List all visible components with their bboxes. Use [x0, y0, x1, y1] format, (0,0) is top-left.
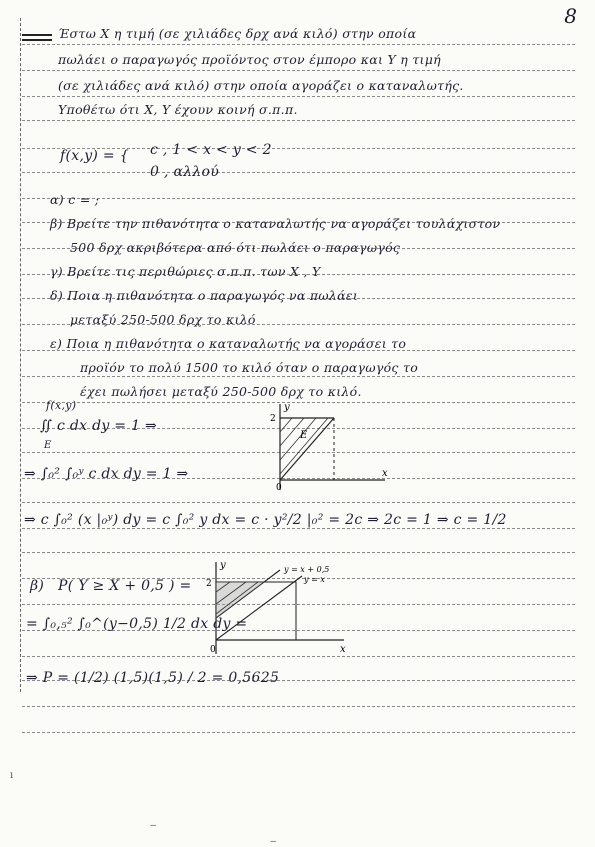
graph2-x-label: x [340, 644, 346, 655]
problem-intro-line-3: (σε χιλιάδες ανά κιλό) στην οποία αγοράζει ο καταναλωτής. [58, 78, 464, 93]
start-arrow-icon [22, 34, 52, 36]
graph2-line-2-label: y = x [304, 575, 325, 584]
solution-b-eq-3: ⇒ P = (1/2) (1,5)(1,5) / 2 = 0,5625 [26, 670, 280, 686]
solution-b-eq-1: P( Y ≥ X + 0,5 ) = [58, 578, 192, 594]
problem-intro-line-4: Υποθέτω ότι X, Y έχουν κοινή σ.π.π. [58, 102, 298, 117]
question-c: γ) Βρείτε τις περιθώριες σ.π.π. των X , Y [50, 264, 321, 279]
f-label: f(x,y) [46, 399, 77, 412]
diagonal-line [280, 418, 334, 480]
solution-b-label: β) [30, 578, 45, 594]
margin-mark: ‒ [150, 820, 157, 831]
question-a: α) c = ; [50, 192, 100, 207]
problem-intro-line-1: Έστω X η τιμή (σε χιλιάδες δρχ ανά κιλό) στην οποία [58, 26, 417, 41]
ruled-line [22, 172, 575, 173]
graph1-region-label: E [300, 430, 308, 441]
density-case-2: 0 , αλλού [150, 164, 220, 180]
ruled-line [22, 706, 575, 707]
solution-b-eq-2: = ∫₀,₅² ∫₀^(y−0,5) 1/2 dx dy = [26, 616, 248, 632]
ruled-line [22, 502, 575, 503]
ruled-line [22, 376, 575, 377]
question-d-line-1: δ) Ποια η πιθανότητα ο παραγωγός να πωλάει [50, 288, 359, 303]
margin-mark: ı [10, 770, 14, 781]
solution-a-eq-2: ⇒ ∫₀² ∫₀ʸ c dx dy = 1 ⇒ [24, 466, 189, 482]
region-label-e: E [44, 440, 52, 451]
graph2-y-label: y [220, 560, 226, 571]
margin-line [20, 18, 21, 692]
graph1-origin: 0 [276, 483, 282, 493]
graph1-tick-2: 2 [270, 414, 276, 424]
ruled-line [22, 96, 575, 97]
graph1-y-label: y [284, 402, 290, 413]
ruled-line [22, 44, 575, 45]
solution-a-eq-1: ∬ c dx dy = 1 ⇒ [40, 418, 158, 434]
page-number: 8 [564, 4, 577, 28]
problem-intro-line-2: πωλάει ο παραγωγός προϊόντος στον έμπορο και Y η τιμή [58, 52, 441, 67]
question-e-line-1: ε) Ποια η πιθανότητα ο καταναλωτής να αγοράσει το [50, 336, 407, 351]
ruled-line [22, 120, 575, 121]
question-b-line-1: β) Βρείτε την πιθανότητα ο καταναλωτής να αγοράζει τουλάχιστον [50, 216, 501, 231]
margin-mark: ‒ [270, 836, 277, 847]
ruled-line [22, 732, 575, 733]
region-hatching [280, 418, 328, 474]
region-e-graph [270, 402, 390, 492]
density-lhs: f(x,y) = { [60, 148, 129, 164]
ruled-line [22, 198, 575, 199]
question-e-line-2: προϊόν το πολύ 1500 το κιλό όταν ο παραγωγός το [80, 360, 419, 375]
graph2-origin: 0 [210, 645, 216, 655]
ruled-line [22, 528, 575, 529]
question-e-line-3: έχει πωλήσει μεταξύ 250-500 δρχ το κιλό. [80, 384, 362, 399]
ruled-line [22, 656, 575, 657]
density-case-1: c , 1 < x < y < 2 [150, 142, 272, 158]
solution-a-eq-3: ⇒ c ∫₀² (x |₀ʸ) dy = c ∫₀² y dx = c · y²/2 |₀² = 2c ⇒ 2c = 1 ⇒ c = 1/2 [24, 512, 507, 528]
graph2-line-1-label: y = x + 0,5 [284, 565, 330, 574]
graph2-tick-2: 2 [206, 579, 212, 589]
probability-region-graph [204, 560, 354, 656]
graph1-x-label: x [382, 468, 388, 479]
question-b-line-2: 500 δρχ ακριβότερα από ότι πωλάει ο παραγωγός [70, 240, 401, 255]
question-d-line-2: μεταξύ 250-500 δρχ το κιλό [70, 312, 256, 327]
ruled-line [22, 70, 575, 71]
ruled-line [22, 552, 575, 553]
